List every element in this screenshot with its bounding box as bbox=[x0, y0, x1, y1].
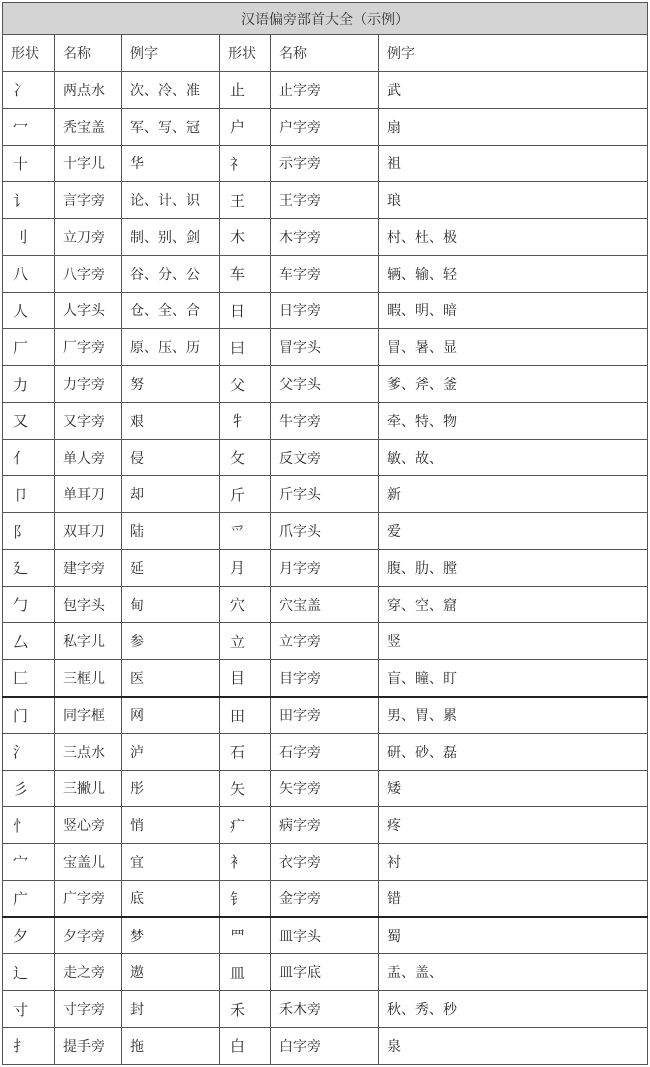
radical-name: 牛字旁 bbox=[271, 402, 379, 439]
radical-examples: 衬 bbox=[379, 844, 648, 881]
radical-shape: 十 bbox=[3, 145, 55, 182]
radical-name: 单人旁 bbox=[55, 439, 122, 476]
radical-examples: 泉 bbox=[379, 1027, 648, 1064]
radical-examples: 错 bbox=[379, 880, 648, 917]
radical-examples: 矮 bbox=[379, 770, 648, 807]
radical-name: 三框儿 bbox=[55, 660, 122, 697]
table-row bbox=[3, 1027, 648, 1064]
radical-shape: 亻 bbox=[3, 439, 55, 476]
radical-name: 斤字头 bbox=[271, 476, 379, 513]
radical-name: 人字头 bbox=[55, 292, 122, 329]
radical-name: 包字头 bbox=[55, 586, 122, 623]
table-row bbox=[3, 182, 648, 219]
radical-examples: 敏、故、 bbox=[379, 439, 648, 476]
table-row bbox=[3, 476, 648, 513]
table-row bbox=[3, 292, 648, 329]
radical-name: 言字旁 bbox=[55, 182, 122, 219]
radical-shape: 礻 bbox=[220, 145, 271, 182]
column-header-examples: 例字 bbox=[122, 35, 220, 72]
table-title: 汉语偏旁部首大全（示例） bbox=[3, 3, 648, 35]
radical-name: 田字旁 bbox=[271, 697, 379, 734]
table-row bbox=[3, 549, 648, 586]
radical-name: 同字框 bbox=[55, 697, 122, 734]
radical-shape: 止 bbox=[220, 72, 271, 109]
radical-name: 厂字旁 bbox=[55, 329, 122, 366]
radical-name: 竖心旁 bbox=[55, 807, 122, 844]
radical-shape: 忄 bbox=[3, 807, 55, 844]
radical-name: 月字旁 bbox=[271, 549, 379, 586]
radical-shape: 车 bbox=[220, 255, 271, 292]
radical-shape: 力 bbox=[3, 366, 55, 403]
radical-shape: 彡 bbox=[3, 770, 55, 807]
radical-name: 寸字旁 bbox=[55, 991, 122, 1028]
radical-shape: 勹 bbox=[3, 586, 55, 623]
radical-examples: 艰 bbox=[122, 402, 220, 439]
radical-shape: 又 bbox=[3, 402, 55, 439]
radical-name: 止字旁 bbox=[271, 72, 379, 109]
radical-examples: 参 bbox=[122, 623, 220, 660]
radical-name: 爪字头 bbox=[271, 513, 379, 550]
radical-shape: 目 bbox=[220, 660, 271, 697]
radical-name: 日字旁 bbox=[271, 292, 379, 329]
radical-shape: 白 bbox=[220, 1027, 271, 1064]
radical-name: 冒字头 bbox=[271, 329, 379, 366]
radical-examples: 彤 bbox=[122, 770, 220, 807]
radical-name: 王字旁 bbox=[271, 182, 379, 219]
radical-examples: 研、砂、磊 bbox=[379, 733, 648, 770]
radical-name: 禾木旁 bbox=[271, 991, 379, 1028]
table-row bbox=[3, 513, 648, 550]
radical-examples: 遨 bbox=[122, 954, 220, 991]
table-row bbox=[3, 880, 648, 917]
radical-shape: 扌 bbox=[3, 1027, 55, 1064]
radical-name: 广字旁 bbox=[55, 880, 122, 917]
table-row bbox=[3, 108, 648, 145]
radical-shape: 父 bbox=[220, 366, 271, 403]
radical-examples: 底 bbox=[122, 880, 220, 917]
radical-examples: 华 bbox=[122, 145, 220, 182]
radical-name: 宝盖儿 bbox=[55, 844, 122, 881]
radical-name: 示字旁 bbox=[271, 145, 379, 182]
radical-name: 反文旁 bbox=[271, 439, 379, 476]
radical-examples: 琅 bbox=[379, 182, 648, 219]
radical-name: 两点水 bbox=[55, 72, 122, 109]
table-row bbox=[3, 72, 648, 109]
radical-name: 皿字头 bbox=[271, 917, 379, 954]
radical-examples: 爹、斧、釜 bbox=[379, 366, 648, 403]
radical-examples: 制、别、剑 bbox=[122, 219, 220, 256]
table-row bbox=[3, 954, 648, 991]
radical-shape: 厂 bbox=[3, 329, 55, 366]
radical-shape: 石 bbox=[220, 733, 271, 770]
table-row bbox=[3, 255, 648, 292]
radical-name: 木字旁 bbox=[271, 219, 379, 256]
radical-examples: 冒、暑、显 bbox=[379, 329, 648, 366]
radical-examples: 宜 bbox=[122, 844, 220, 881]
radical-examples: 扇 bbox=[379, 108, 648, 145]
radical-shape: 户 bbox=[220, 108, 271, 145]
radical-examples: 网 bbox=[122, 697, 220, 734]
radical-shape: 木 bbox=[220, 219, 271, 256]
table-header-row bbox=[3, 35, 648, 72]
radical-shape: 田 bbox=[220, 697, 271, 734]
radical-name: 单耳刀 bbox=[55, 476, 122, 513]
radical-name: 建字旁 bbox=[55, 549, 122, 586]
radical-shape: 寸 bbox=[3, 991, 55, 1028]
radical-examples: 竖 bbox=[379, 623, 648, 660]
radical-name: 夕字旁 bbox=[55, 917, 122, 954]
radical-examples: 暇、明、暗 bbox=[379, 292, 648, 329]
radical-shape: 宀 bbox=[3, 844, 55, 881]
radical-name: 金字旁 bbox=[271, 880, 379, 917]
radical-examples: 男、胃、累 bbox=[379, 697, 648, 734]
radical-shape: 厶 bbox=[3, 623, 55, 660]
radical-examples: 却 bbox=[122, 476, 220, 513]
radical-examples: 陆 bbox=[122, 513, 220, 550]
radical-examples: 牵、特、物 bbox=[379, 402, 648, 439]
radical-examples: 疼 bbox=[379, 807, 648, 844]
radical-name: 立刀旁 bbox=[55, 219, 122, 256]
radical-name: 病字旁 bbox=[271, 807, 379, 844]
radical-shape: 牜 bbox=[220, 402, 271, 439]
radical-name: 目字旁 bbox=[271, 660, 379, 697]
radical-name: 衣字旁 bbox=[271, 844, 379, 881]
radical-examples: 秋、秀、秒 bbox=[379, 991, 648, 1028]
radical-examples: 次、冷、准 bbox=[122, 72, 220, 109]
radical-name: 提手旁 bbox=[55, 1027, 122, 1064]
radical-shape: 王 bbox=[220, 182, 271, 219]
radical-shape: 匚 bbox=[3, 660, 55, 697]
radical-examples: 武 bbox=[379, 72, 648, 109]
table-row bbox=[3, 807, 648, 844]
radical-examples: 蜀 bbox=[379, 917, 648, 954]
radical-examples: 原、压、历 bbox=[122, 329, 220, 366]
radical-examples: 泸 bbox=[122, 733, 220, 770]
radical-examples: 盂、盖、 bbox=[379, 954, 648, 991]
radical-shape: 矢 bbox=[220, 770, 271, 807]
radical-name: 白字旁 bbox=[271, 1027, 379, 1064]
table-title-row bbox=[3, 3, 648, 35]
radical-name: 三点水 bbox=[55, 733, 122, 770]
radical-examples: 封 bbox=[122, 991, 220, 1028]
table-row bbox=[3, 917, 648, 954]
radical-shape: 门 bbox=[3, 697, 55, 734]
table-row bbox=[3, 145, 648, 182]
radical-name: 秃宝盖 bbox=[55, 108, 122, 145]
radical-shape: 月 bbox=[220, 549, 271, 586]
radical-shape: 八 bbox=[3, 255, 55, 292]
radical-shape: 广 bbox=[3, 880, 55, 917]
radical-shape: 斤 bbox=[220, 476, 271, 513]
radical-name: 走之旁 bbox=[55, 954, 122, 991]
radical-examples: 梦 bbox=[122, 917, 220, 954]
table-row bbox=[3, 623, 648, 660]
radical-name: 力字旁 bbox=[55, 366, 122, 403]
radicals-table bbox=[2, 2, 648, 1065]
radical-examples: 甸 bbox=[122, 586, 220, 623]
radical-examples: 仓、全、合 bbox=[122, 292, 220, 329]
radical-examples: 谷、分、公 bbox=[122, 255, 220, 292]
radical-name: 户字旁 bbox=[271, 108, 379, 145]
radical-shape: 衤 bbox=[220, 844, 271, 881]
table-row bbox=[3, 329, 648, 366]
radical-shape: 阝 bbox=[3, 513, 55, 550]
table-body bbox=[3, 72, 648, 1065]
radical-shape: 廴 bbox=[3, 549, 55, 586]
radical-examples: 医 bbox=[122, 660, 220, 697]
radical-examples: 盲、瞳、盯 bbox=[379, 660, 648, 697]
radical-name: 八字旁 bbox=[55, 255, 122, 292]
radical-shape: 曰 bbox=[220, 329, 271, 366]
radical-examples: 腹、肋、膛 bbox=[379, 549, 648, 586]
column-header-shape: 形状 bbox=[3, 35, 55, 72]
radical-name: 私字儿 bbox=[55, 623, 122, 660]
column-header-name: 名称 bbox=[55, 35, 122, 72]
radical-examples: 穿、空、窟 bbox=[379, 586, 648, 623]
table-row bbox=[3, 402, 648, 439]
radical-shape: 讠 bbox=[3, 182, 55, 219]
radical-name: 又字旁 bbox=[55, 402, 122, 439]
table-row bbox=[3, 844, 648, 881]
radical-shape: 立 bbox=[220, 623, 271, 660]
radical-name: 立字旁 bbox=[271, 623, 379, 660]
radical-examples: 军、写、冠 bbox=[122, 108, 220, 145]
radical-name: 石字旁 bbox=[271, 733, 379, 770]
radical-name: 三撇儿 bbox=[55, 770, 122, 807]
table-row bbox=[3, 660, 648, 697]
column-header-examples-2: 例字 bbox=[379, 35, 648, 72]
radical-shape: 攵 bbox=[220, 439, 271, 476]
radical-examples: 爱 bbox=[379, 513, 648, 550]
radical-examples: 新 bbox=[379, 476, 648, 513]
radical-shape: 日 bbox=[220, 292, 271, 329]
radical-examples: 悄 bbox=[122, 807, 220, 844]
table-row bbox=[3, 439, 648, 476]
radical-shape: 夕 bbox=[3, 917, 55, 954]
radical-name: 皿字底 bbox=[271, 954, 379, 991]
radical-name: 十字儿 bbox=[55, 145, 122, 182]
radical-shape: 疒 bbox=[220, 807, 271, 844]
column-header-name-2: 名称 bbox=[271, 35, 379, 72]
table-row bbox=[3, 366, 648, 403]
radical-shape: 卩 bbox=[3, 476, 55, 513]
radical-examples: 祖 bbox=[379, 145, 648, 182]
radical-shape: 人 bbox=[3, 292, 55, 329]
radical-examples: 村、杜、极 bbox=[379, 219, 648, 256]
radical-name: 矢字旁 bbox=[271, 770, 379, 807]
table-row bbox=[3, 219, 648, 256]
radical-shape: 冫 bbox=[3, 72, 55, 109]
table-row bbox=[3, 586, 648, 623]
radical-name: 穴宝盖 bbox=[271, 586, 379, 623]
table-row bbox=[3, 770, 648, 807]
radical-shape: 罒 bbox=[220, 917, 271, 954]
radical-shape: 辶 bbox=[3, 954, 55, 991]
radical-examples: 延 bbox=[122, 549, 220, 586]
column-header-shape-2: 形状 bbox=[220, 35, 271, 72]
radical-name: 父字头 bbox=[271, 366, 379, 403]
table-row bbox=[3, 697, 648, 734]
radical-shape: 氵 bbox=[3, 733, 55, 770]
radical-examples: 论、计、识 bbox=[122, 182, 220, 219]
radical-shape: 禾 bbox=[220, 991, 271, 1028]
table-row bbox=[3, 733, 648, 770]
radical-shape: 皿 bbox=[220, 954, 271, 991]
radical-examples: 侵 bbox=[122, 439, 220, 476]
radical-shape: 冖 bbox=[3, 108, 55, 145]
radical-name: 车字旁 bbox=[271, 255, 379, 292]
radical-shape: 穴 bbox=[220, 586, 271, 623]
radical-shape: 刂 bbox=[3, 219, 55, 256]
table-row bbox=[3, 991, 648, 1028]
radical-examples: 拖 bbox=[122, 1027, 220, 1064]
radical-shape: 爫 bbox=[220, 513, 271, 550]
radical-name: 双耳刀 bbox=[55, 513, 122, 550]
radical-examples: 辆、输、轻 bbox=[379, 255, 648, 292]
radical-shape: 钅 bbox=[220, 880, 271, 917]
radical-examples: 努 bbox=[122, 366, 220, 403]
